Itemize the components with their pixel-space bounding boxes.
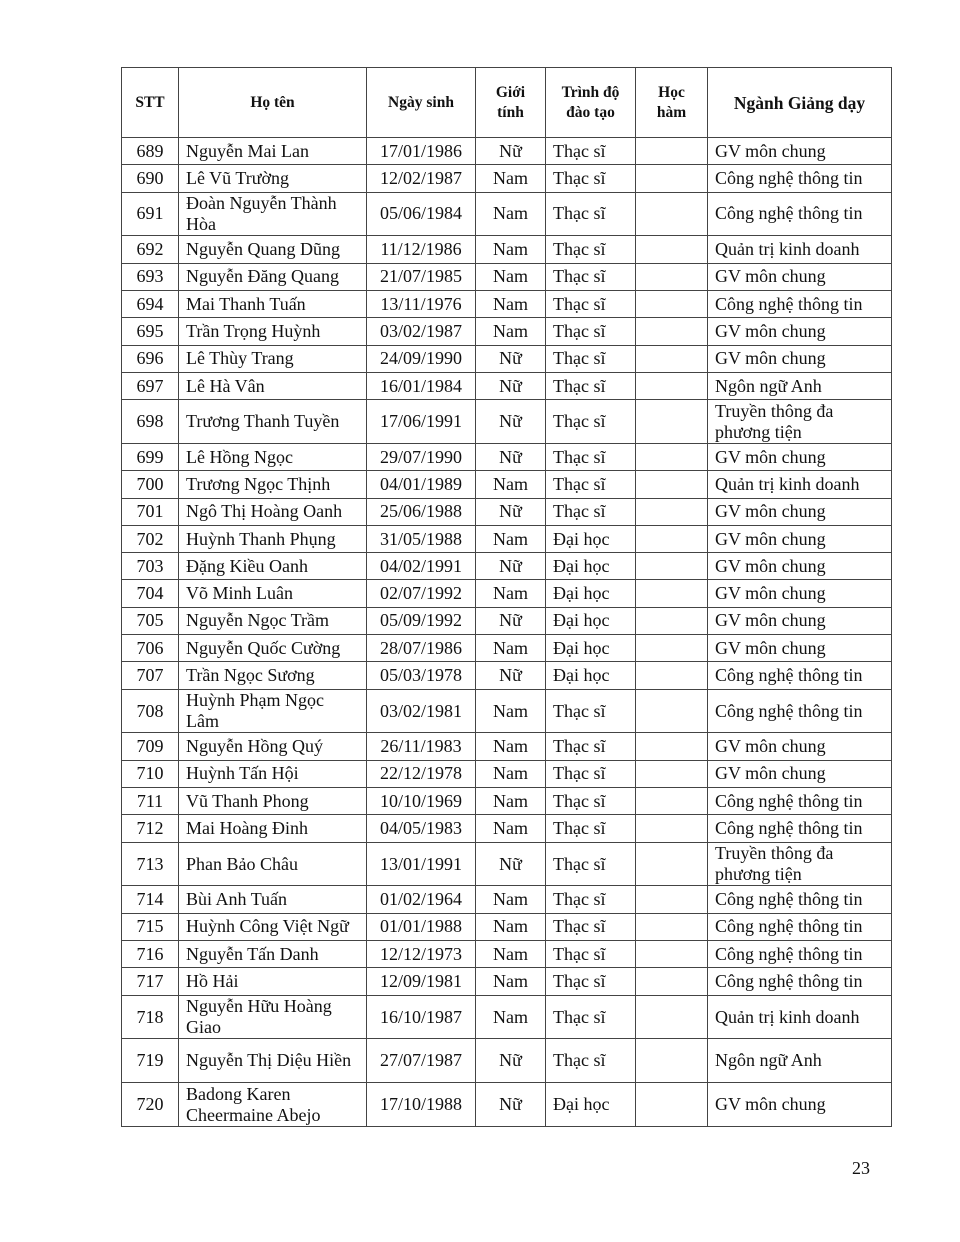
table-row xyxy=(122,290,892,317)
cell-dob: 04/01/1989 xyxy=(367,471,476,498)
cell-gender: Nam xyxy=(476,165,546,192)
cell-teaching-field: Quản trị kinh doanh xyxy=(708,471,892,498)
cell-dob: 12/02/1987 xyxy=(367,165,476,192)
cell-education: Thạc sĩ xyxy=(546,913,636,940)
cell-gender: Nữ xyxy=(476,662,546,689)
table-row xyxy=(122,842,892,886)
cell-stt: 691 xyxy=(122,192,179,236)
cell-gender: Nữ xyxy=(476,443,546,470)
cell-stt: 689 xyxy=(122,138,179,165)
cell-stt: 707 xyxy=(122,662,179,689)
cell-teaching-field: Công nghệ thông tin xyxy=(708,788,892,815)
cell-stt: 710 xyxy=(122,760,179,787)
table-row xyxy=(122,192,892,236)
cell-gender: Nữ xyxy=(476,1039,546,1083)
cell-name: Nguyễn Đăng Quang xyxy=(179,263,367,290)
cell-dob: 03/02/1987 xyxy=(367,318,476,345)
table-row xyxy=(122,1083,892,1127)
table-row xyxy=(122,471,892,498)
cell-name: Vũ Thanh Phong xyxy=(179,788,367,815)
cell-gender: Nam xyxy=(476,941,546,968)
cell-stt: 713 xyxy=(122,842,179,886)
cell-dob: 17/06/1991 xyxy=(367,400,476,444)
cell-education: Thạc sĩ xyxy=(546,318,636,345)
cell-academic-title xyxy=(636,760,708,787)
cell-education: Thạc sĩ xyxy=(546,995,636,1039)
cell-teaching-field: GV môn chung xyxy=(708,345,892,372)
table-row xyxy=(122,913,892,940)
cell-stt: 714 xyxy=(122,886,179,913)
cell-name: Nguyễn Thị Diệu Hiền xyxy=(179,1039,367,1083)
cell-stt: 706 xyxy=(122,635,179,662)
cell-education: Thạc sĩ xyxy=(546,443,636,470)
cell-dob: 26/11/1983 xyxy=(367,733,476,760)
cell-name: Nguyễn Hồng Quý xyxy=(179,733,367,760)
cell-teaching-field: Công nghệ thông tin xyxy=(708,815,892,842)
cell-name: Trần Trọng Huỳnh xyxy=(179,318,367,345)
cell-stt: 704 xyxy=(122,580,179,607)
table-row xyxy=(122,400,892,444)
cell-education: Thạc sĩ xyxy=(546,941,636,968)
cell-gender: Nam xyxy=(476,815,546,842)
cell-academic-title xyxy=(636,886,708,913)
cell-name: Nguyễn Hữu Hoàng Giao xyxy=(179,995,367,1039)
header-name: Họ tên xyxy=(179,68,367,138)
cell-name: Huỳnh Tấn Hội xyxy=(179,760,367,787)
cell-name: Ngô Thị Hoàng Oanh xyxy=(179,498,367,525)
cell-stt: 715 xyxy=(122,913,179,940)
cell-academic-title xyxy=(636,345,708,372)
header-stt: STT xyxy=(122,68,179,138)
cell-teaching-field: GV môn chung xyxy=(708,580,892,607)
cell-dob: 21/07/1985 xyxy=(367,263,476,290)
cell-education: Đại học xyxy=(546,607,636,634)
cell-academic-title xyxy=(636,1039,708,1083)
cell-teaching-field: Công nghệ thông tin xyxy=(708,941,892,968)
cell-stt: 690 xyxy=(122,165,179,192)
table-row xyxy=(122,580,892,607)
cell-academic-title xyxy=(636,471,708,498)
cell-gender: Nam xyxy=(476,263,546,290)
cell-education: Thạc sĩ xyxy=(546,192,636,236)
cell-name: Mai Hoàng Đinh xyxy=(179,815,367,842)
cell-dob: 28/07/1986 xyxy=(367,635,476,662)
cell-dob: 27/07/1987 xyxy=(367,1039,476,1083)
cell-gender: Nữ xyxy=(476,553,546,580)
cell-gender: Nam xyxy=(476,192,546,236)
cell-academic-title xyxy=(636,165,708,192)
cell-academic-title xyxy=(636,400,708,444)
cell-dob: 13/01/1991 xyxy=(367,842,476,886)
table-row xyxy=(122,263,892,290)
table-row xyxy=(122,553,892,580)
cell-name: Trần Ngọc Sương xyxy=(179,662,367,689)
cell-academic-title xyxy=(636,689,708,733)
cell-teaching-field: GV môn chung xyxy=(708,733,892,760)
cell-teaching-field: GV môn chung xyxy=(708,1083,892,1127)
cell-name: Badong Karen Cheermaine Abejo xyxy=(179,1083,367,1127)
cell-teaching-field: Công nghệ thông tin xyxy=(708,886,892,913)
cell-gender: Nam xyxy=(476,760,546,787)
cell-education: Thạc sĩ xyxy=(546,815,636,842)
cell-teaching-field: GV môn chung xyxy=(708,607,892,634)
cell-education: Thạc sĩ xyxy=(546,165,636,192)
cell-teaching-field: GV môn chung xyxy=(708,498,892,525)
table-row xyxy=(122,498,892,525)
cell-dob: 16/01/1984 xyxy=(367,372,476,399)
cell-gender: Nam xyxy=(476,968,546,995)
cell-gender: Nữ xyxy=(476,400,546,444)
cell-stt: 694 xyxy=(122,290,179,317)
table-header-row xyxy=(122,68,892,138)
table-row xyxy=(122,886,892,913)
table-row xyxy=(122,138,892,165)
header-academic-title: Học hàm xyxy=(636,68,708,138)
cell-education: Đại học xyxy=(546,1083,636,1127)
cell-stt: 699 xyxy=(122,443,179,470)
table-row xyxy=(122,968,892,995)
cell-teaching-field: Quản trị kinh doanh xyxy=(708,995,892,1039)
cell-education: Thạc sĩ xyxy=(546,842,636,886)
cell-name: Lê Thùy Trang xyxy=(179,345,367,372)
cell-academic-title xyxy=(636,607,708,634)
cell-teaching-field: GV môn chung xyxy=(708,443,892,470)
cell-stt: 711 xyxy=(122,788,179,815)
cell-gender: Nữ xyxy=(476,345,546,372)
cell-dob: 01/01/1988 xyxy=(367,913,476,940)
cell-gender: Nữ xyxy=(476,498,546,525)
cell-stt: 692 xyxy=(122,236,179,263)
cell-education: Thạc sĩ xyxy=(546,788,636,815)
cell-education: Thạc sĩ xyxy=(546,733,636,760)
cell-stt: 718 xyxy=(122,995,179,1039)
cell-academic-title xyxy=(636,662,708,689)
cell-academic-title xyxy=(636,192,708,236)
cell-education: Thạc sĩ xyxy=(546,760,636,787)
cell-academic-title xyxy=(636,318,708,345)
cell-academic-title xyxy=(636,138,708,165)
cell-education: Đại học xyxy=(546,525,636,552)
cell-name: Lê Hà Vân xyxy=(179,372,367,399)
cell-education: Thạc sĩ xyxy=(546,471,636,498)
cell-stt: 695 xyxy=(122,318,179,345)
cell-education: Thạc sĩ xyxy=(546,138,636,165)
cell-academic-title xyxy=(636,263,708,290)
cell-name: Trương Thanh Tuyền xyxy=(179,400,367,444)
table-row xyxy=(122,236,892,263)
cell-dob: 31/05/1988 xyxy=(367,525,476,552)
table-row xyxy=(122,1039,892,1083)
cell-stt: 702 xyxy=(122,525,179,552)
cell-teaching-field: Truyền thông đa phương tiện xyxy=(708,400,892,444)
cell-gender: Nam xyxy=(476,733,546,760)
cell-academic-title xyxy=(636,553,708,580)
cell-education: Thạc sĩ xyxy=(546,968,636,995)
cell-teaching-field: Công nghệ thông tin xyxy=(708,165,892,192)
cell-education: Thạc sĩ xyxy=(546,263,636,290)
cell-name: Nguyễn Ngọc Trầm xyxy=(179,607,367,634)
cell-education: Đại học xyxy=(546,662,636,689)
cell-stt: 716 xyxy=(122,941,179,968)
cell-teaching-field: Công nghệ thông tin xyxy=(708,689,892,733)
cell-dob: 03/02/1981 xyxy=(367,689,476,733)
table-row xyxy=(122,372,892,399)
cell-education: Thạc sĩ xyxy=(546,290,636,317)
cell-academic-title xyxy=(636,941,708,968)
table-row xyxy=(122,760,892,787)
cell-academic-title xyxy=(636,788,708,815)
table-row xyxy=(122,788,892,815)
cell-education: Đại học xyxy=(546,580,636,607)
cell-name: Phan Bảo Châu xyxy=(179,842,367,886)
cell-name: Trương Ngọc Thịnh xyxy=(179,471,367,498)
cell-dob: 17/10/1988 xyxy=(367,1083,476,1127)
cell-academic-title xyxy=(636,815,708,842)
cell-teaching-field: Công nghệ thông tin xyxy=(708,192,892,236)
cell-dob: 05/03/1978 xyxy=(367,662,476,689)
page-number: 23 xyxy=(852,1158,870,1178)
cell-education: Thạc sĩ xyxy=(546,1039,636,1083)
cell-dob: 04/02/1991 xyxy=(367,553,476,580)
cell-dob: 25/06/1988 xyxy=(367,498,476,525)
header-teaching-field: Ngành Giảng dạy xyxy=(708,68,892,138)
cell-academic-title xyxy=(636,498,708,525)
cell-education: Thạc sĩ xyxy=(546,400,636,444)
cell-gender: Nam xyxy=(476,788,546,815)
table-row xyxy=(122,318,892,345)
header-education: Trình độ đào tạo xyxy=(546,68,636,138)
cell-gender: Nữ xyxy=(476,372,546,399)
cell-gender: Nữ xyxy=(476,842,546,886)
table-row xyxy=(122,995,892,1039)
cell-stt: 709 xyxy=(122,733,179,760)
cell-name: Đặng Kiều Oanh xyxy=(179,553,367,580)
cell-gender: Nam xyxy=(476,995,546,1039)
cell-education: Đại học xyxy=(546,635,636,662)
cell-academic-title xyxy=(636,733,708,760)
table-row xyxy=(122,443,892,470)
header-gender: Giới tính xyxy=(476,68,546,138)
cell-education: Thạc sĩ xyxy=(546,886,636,913)
cell-teaching-field: Công nghệ thông tin xyxy=(708,913,892,940)
cell-stt: 696 xyxy=(122,345,179,372)
cell-dob: 12/12/1973 xyxy=(367,941,476,968)
cell-teaching-field: Ngôn ngữ Anh xyxy=(708,1039,892,1083)
cell-education: Thạc sĩ xyxy=(546,372,636,399)
cell-dob: 16/10/1987 xyxy=(367,995,476,1039)
cell-name: Huỳnh Thanh Phụng xyxy=(179,525,367,552)
cell-stt: 720 xyxy=(122,1083,179,1127)
cell-dob: 22/12/1978 xyxy=(367,760,476,787)
table-row xyxy=(122,815,892,842)
cell-teaching-field: Truyền thông đa phương tiện xyxy=(708,842,892,886)
cell-gender: Nam xyxy=(476,525,546,552)
cell-education: Đại học xyxy=(546,553,636,580)
cell-teaching-field: GV môn chung xyxy=(708,263,892,290)
cell-gender: Nữ xyxy=(476,138,546,165)
cell-dob: 11/12/1986 xyxy=(367,236,476,263)
cell-education: Thạc sĩ xyxy=(546,236,636,263)
cell-name: Bùi Anh Tuấn xyxy=(179,886,367,913)
cell-teaching-field: GV môn chung xyxy=(708,760,892,787)
cell-teaching-field: Công nghệ thông tin xyxy=(708,968,892,995)
cell-stt: 697 xyxy=(122,372,179,399)
table-row xyxy=(122,733,892,760)
cell-academic-title xyxy=(636,995,708,1039)
table-row xyxy=(122,345,892,372)
cell-teaching-field: GV môn chung xyxy=(708,635,892,662)
cell-stt: 698 xyxy=(122,400,179,444)
cell-gender: Nam xyxy=(476,290,546,317)
cell-dob: 29/07/1990 xyxy=(367,443,476,470)
cell-academic-title xyxy=(636,372,708,399)
cell-academic-title xyxy=(636,580,708,607)
cell-name: Lê Hồng Ngọc xyxy=(179,443,367,470)
cell-name: Đoàn Nguyễn Thành Hòa xyxy=(179,192,367,236)
table-row xyxy=(122,662,892,689)
cell-stt: 717 xyxy=(122,968,179,995)
cell-gender: Nam xyxy=(476,471,546,498)
cell-stt: 712 xyxy=(122,815,179,842)
cell-dob: 05/09/1992 xyxy=(367,607,476,634)
cell-academic-title xyxy=(636,236,708,263)
staff-table xyxy=(121,67,892,1127)
cell-academic-title xyxy=(636,913,708,940)
cell-teaching-field: GV môn chung xyxy=(708,138,892,165)
cell-name: Nguyễn Mai Lan xyxy=(179,138,367,165)
cell-teaching-field: GV môn chung xyxy=(708,553,892,580)
cell-teaching-field: GV môn chung xyxy=(708,318,892,345)
cell-academic-title xyxy=(636,968,708,995)
cell-gender: Nam xyxy=(476,689,546,733)
cell-name: Huỳnh Công Việt Ngữ xyxy=(179,913,367,940)
cell-dob: 04/05/1983 xyxy=(367,815,476,842)
cell-dob: 17/01/1986 xyxy=(367,138,476,165)
cell-teaching-field: Công nghệ thông tin xyxy=(708,662,892,689)
cell-dob: 02/07/1992 xyxy=(367,580,476,607)
cell-academic-title xyxy=(636,290,708,317)
table-row xyxy=(122,525,892,552)
cell-name: Mai Thanh Tuấn xyxy=(179,290,367,317)
cell-name: Nguyễn Tấn Danh xyxy=(179,941,367,968)
cell-academic-title xyxy=(636,443,708,470)
cell-stt: 701 xyxy=(122,498,179,525)
cell-name: Võ Minh Luân xyxy=(179,580,367,607)
cell-academic-title xyxy=(636,525,708,552)
header-dob: Ngày sinh xyxy=(367,68,476,138)
cell-dob: 01/02/1964 xyxy=(367,886,476,913)
cell-name: Nguyễn Quốc Cường xyxy=(179,635,367,662)
table-row xyxy=(122,941,892,968)
cell-name: Hồ Hải xyxy=(179,968,367,995)
cell-teaching-field: Ngôn ngữ Anh xyxy=(708,372,892,399)
cell-stt: 700 xyxy=(122,471,179,498)
cell-dob: 10/10/1969 xyxy=(367,788,476,815)
cell-dob: 05/06/1984 xyxy=(367,192,476,236)
cell-name: Huỳnh Phạm Ngọc Lâm xyxy=(179,689,367,733)
cell-name: Nguyễn Quang Dũng xyxy=(179,236,367,263)
cell-teaching-field: Quản trị kinh doanh xyxy=(708,236,892,263)
cell-academic-title xyxy=(636,635,708,662)
cell-stt: 719 xyxy=(122,1039,179,1083)
cell-dob: 13/11/1976 xyxy=(367,290,476,317)
cell-education: Thạc sĩ xyxy=(546,689,636,733)
cell-education: Thạc sĩ xyxy=(546,345,636,372)
cell-gender: Nam xyxy=(476,886,546,913)
table-body xyxy=(122,138,892,1127)
cell-stt: 705 xyxy=(122,607,179,634)
cell-dob: 24/09/1990 xyxy=(367,345,476,372)
cell-academic-title xyxy=(636,842,708,886)
cell-gender: Nữ xyxy=(476,1083,546,1127)
cell-gender: Nữ xyxy=(476,607,546,634)
cell-education: Thạc sĩ xyxy=(546,498,636,525)
cell-gender: Nam xyxy=(476,580,546,607)
cell-academic-title xyxy=(636,1083,708,1127)
table-row xyxy=(122,165,892,192)
cell-gender: Nam xyxy=(476,318,546,345)
cell-teaching-field: GV môn chung xyxy=(708,525,892,552)
cell-stt: 693 xyxy=(122,263,179,290)
cell-gender: Nam xyxy=(476,913,546,940)
cell-teaching-field: Công nghệ thông tin xyxy=(708,290,892,317)
table-row xyxy=(122,635,892,662)
cell-gender: Nam xyxy=(476,236,546,263)
cell-stt: 708 xyxy=(122,689,179,733)
table-row xyxy=(122,689,892,733)
cell-dob: 12/09/1981 xyxy=(367,968,476,995)
cell-name: Lê Vũ Trường xyxy=(179,165,367,192)
cell-gender: Nam xyxy=(476,635,546,662)
cell-stt: 703 xyxy=(122,553,179,580)
table-row xyxy=(122,607,892,634)
